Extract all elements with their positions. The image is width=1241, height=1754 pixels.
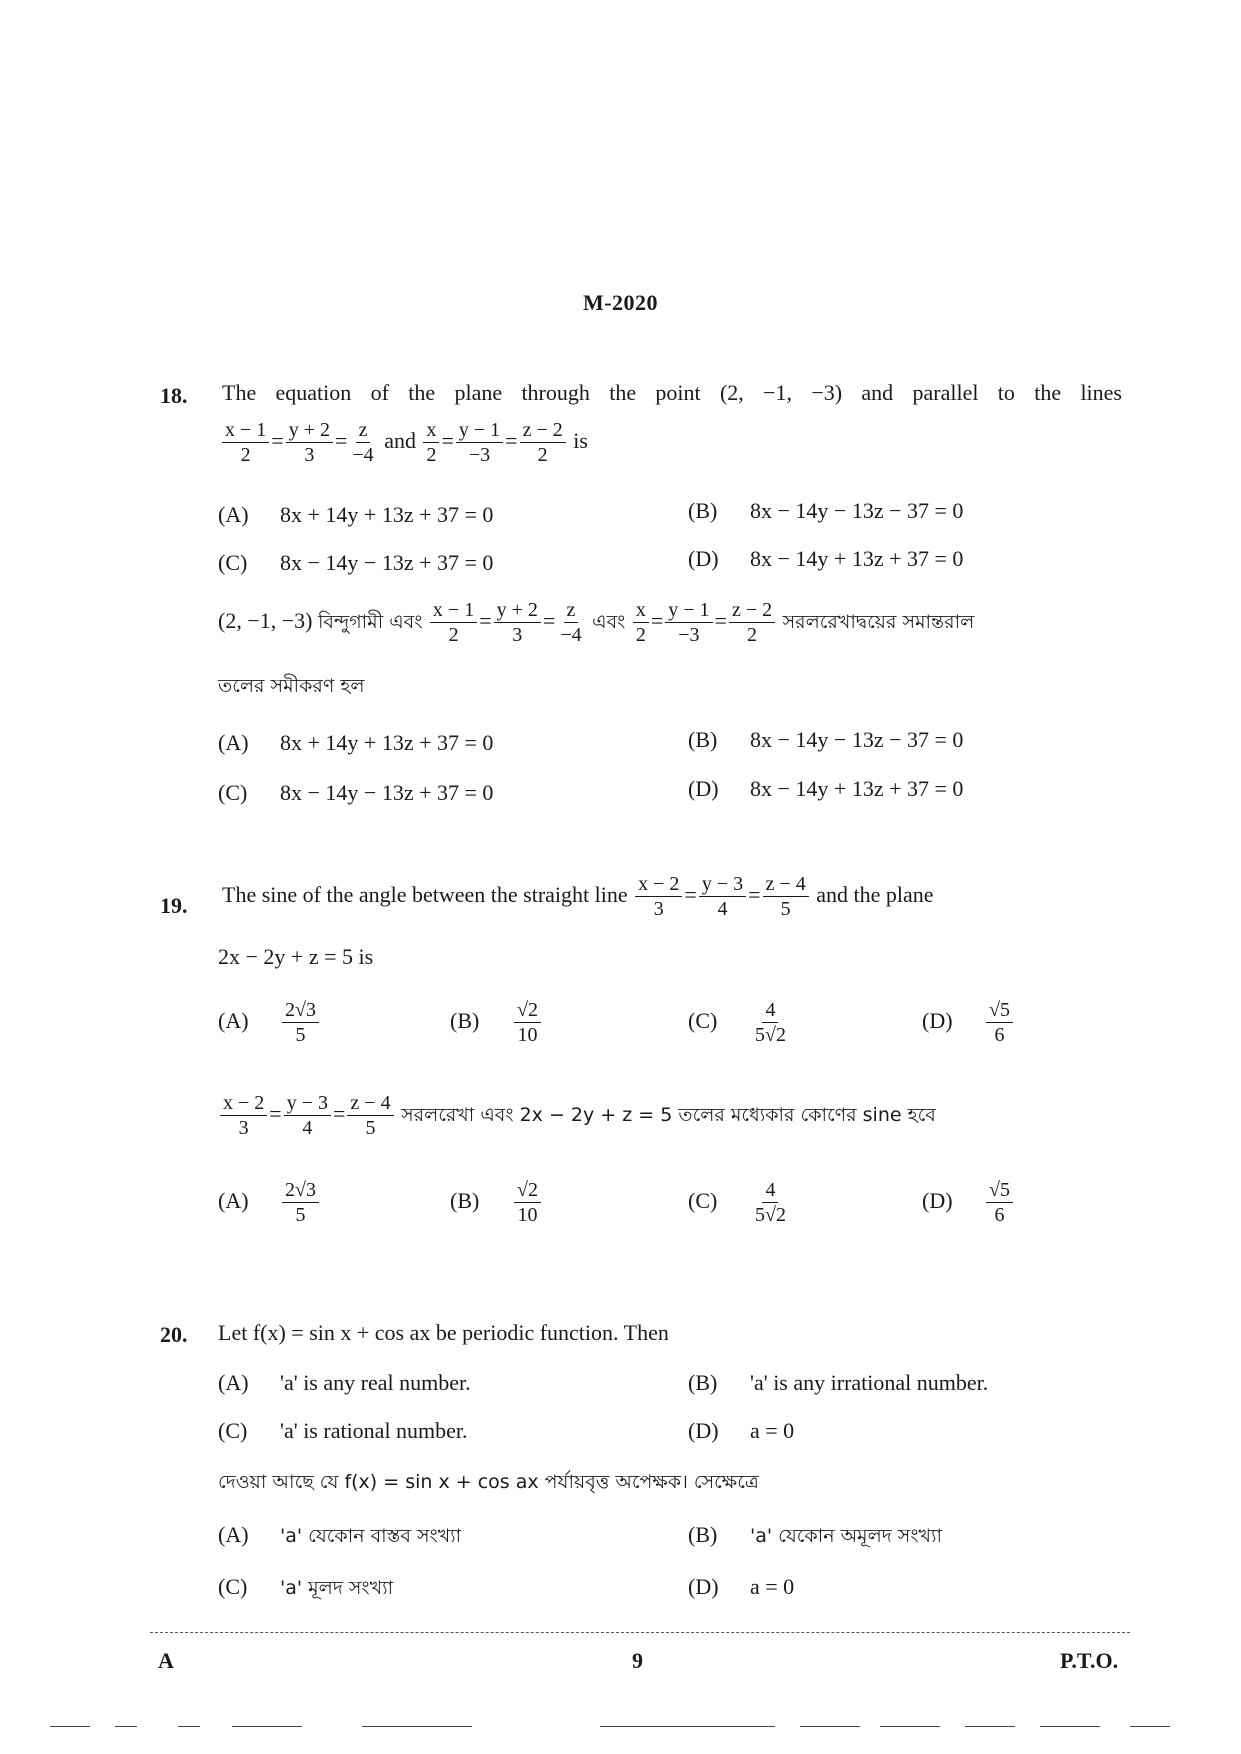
- fraction: $\frac{x}{2}$: [633, 600, 649, 646]
- scan-artifact-dash: [362, 1726, 472, 1727]
- question-18-lines: $\frac{x - 1}{2}$ = $\frac{y + 2}{3}$ = $\frac{z}{-4}$ and $\frac{x}{2}$ = $\frac{y - 1}{-3}$ = $\frac{z - 2}{2}$ is: [220, 420, 588, 466]
- fraction: $\frac{y + 2}{3}$: [494, 600, 541, 646]
- fraction: $\frac{x}{2}$: [423, 420, 439, 466]
- scan-artifact-dash: [1130, 1726, 1170, 1727]
- question-19-bengali: $\frac{x - 2}{3}$ = $\frac{y - 3}{4}$ = $\frac{z - 4}{5}$ সরলরেখা এবং 2x − 2y + z = 5 তলের মধ্যেকার কোণের sine হবে: [218, 1093, 936, 1139]
- q19-option-b: (B) $\frac{√2}{10}$: [450, 1000, 543, 1046]
- question-18-number: 18.: [160, 383, 188, 408]
- q18-bn-option-d: (D) 8x − 14y + 13z + 37 = 0: [688, 776, 964, 801]
- fraction: $\frac{4}{5√2}$: [755, 999, 786, 1046]
- q19-bn-option-d: (D) $\frac{√5}{6}$: [922, 1180, 1015, 1226]
- q18-option-d: (D) 8x − 14y + 13z + 37 = 0: [688, 546, 964, 571]
- q18-option-a: (A) 8x + 14y + 13z + 37 = 0: [218, 502, 494, 527]
- question-18-bengali-cont: তলের সমীকরণ হল: [218, 675, 365, 697]
- q20-option-c: (C) 'a' is rational number.: [218, 1418, 468, 1443]
- question-19-text-cont: 2x − 2y + z = 5 is: [218, 944, 374, 969]
- question-20-text: Let f(x) = sin x + cos ax be periodic function. Then: [218, 1320, 669, 1345]
- q20-bn-option-a: (A) 'a' যেকোন বাস্তব সংখ্যা: [218, 1522, 462, 1547]
- q19-bn-option-b: (B) $\frac{√2}{10}$: [450, 1180, 543, 1226]
- footer-set-code: A: [158, 1648, 174, 1673]
- fraction: $\frac{y - 3}{4}$: [284, 1093, 331, 1139]
- q20-bn-option-b: (B) 'a' যেকোন অমূলদ সংখ্যা: [688, 1522, 943, 1547]
- q18-option-c: (C) 8x − 14y − 13z + 37 = 0: [218, 550, 494, 575]
- fraction: $\frac{z - 4}{5}$: [763, 874, 809, 920]
- q19-option-d: (D) $\frac{√5}{6}$: [922, 1000, 1015, 1046]
- fraction: $\frac{4}{5√2}$: [755, 1179, 786, 1226]
- q20-option-a: (A) 'a' is any real number.: [218, 1370, 471, 1395]
- scan-artifact-dash: [50, 1726, 90, 1727]
- fraction: $\frac{y - 3}{4}$: [699, 874, 746, 920]
- scan-artifact-dash: [1040, 1726, 1100, 1727]
- q20-bn-option-d: (D) a = 0: [688, 1574, 795, 1599]
- q19-bn-option-a: (A) $\frac{2√3}{5}$: [218, 1180, 321, 1226]
- scan-artifact-dash: [600, 1726, 775, 1727]
- fraction: $\frac{z}{-4}$: [560, 599, 582, 646]
- fraction: $\frac{x - 2}{3}$: [220, 1093, 267, 1139]
- fraction: $\frac{2√3}{5}$: [282, 1000, 319, 1046]
- question-20-number: 20.: [160, 1322, 188, 1347]
- scan-artifact-dash: [178, 1726, 200, 1727]
- scan-artifact-dash: [232, 1726, 302, 1727]
- question-18-text: The equation of the plane through the point (2, −1, −3) and parallel to the lines: [222, 380, 1122, 405]
- scan-artifact-dash: [880, 1726, 940, 1727]
- q20-option-b: (B) 'a' is any irrational number.: [688, 1370, 989, 1395]
- q18-bn-option-c: (C) 8x − 14y − 13z + 37 = 0: [218, 780, 494, 805]
- fraction: $\frac{x - 1}{2}$: [222, 420, 269, 466]
- footer-divider: [150, 1632, 1130, 1633]
- q18-option-b: (B) 8x − 14y − 13z − 37 = 0: [688, 498, 964, 523]
- fraction: $\frac{y - 1}{-3}$: [665, 600, 712, 646]
- q19-bn-option-c: (C) $\frac{4}{5√2}$: [688, 1180, 791, 1226]
- page-header-code: M-2020: [582, 290, 659, 315]
- scan-artifact-dash: [800, 1726, 860, 1727]
- fraction: $\frac{√2}{10}$: [514, 1000, 541, 1046]
- fraction: $\frac{z}{-4}$: [352, 419, 374, 466]
- footer-page-number: 9: [632, 1648, 643, 1673]
- fraction: $\frac{√2}{10}$: [514, 1180, 541, 1226]
- q20-bn-option-c: (C) 'a' মূলদ সংখ্যা: [218, 1574, 394, 1599]
- q20-option-d: (D) a = 0: [688, 1418, 795, 1443]
- fraction: $\frac{y - 1}{-3}$: [456, 420, 503, 466]
- fraction: $\frac{z - 2}{2}$: [520, 420, 566, 466]
- fraction: $\frac{√5}{6}$: [986, 1180, 1013, 1226]
- q19-option-a: (A) $\frac{2√3}{5}$: [218, 1000, 321, 1046]
- question-19-text: The sine of the angle between the straight line $\frac{x - 2}{3}$ = $\frac{y - 3}{4}$ = $\frac{z - 4}{5}$ and the plane: [222, 873, 934, 920]
- scan-artifact-dash: [965, 1726, 1015, 1727]
- fraction: $\frac{z - 4}{5}$: [347, 1093, 393, 1139]
- question-20-bengali: দেওয়া আছে যে f(x) = sin x + cos ax পর্যায়বৃত্ত অপেক্ষক। সেক্ষেত্রে: [218, 1471, 759, 1493]
- fraction: $\frac{√5}{6}$: [986, 1000, 1013, 1046]
- scan-artifact-dash: [115, 1726, 137, 1727]
- fraction: $\frac{y + 2}{3}$: [286, 420, 333, 466]
- question-18-bengali: (2, −1, −3) বিন্দুগামী এবং $\frac{x - 1}{2}$ = $\frac{y + 2}{3}$ = $\frac{z}{-4}$ এবং $\frac{x}{2}$ = $\frac{y - 1}{-3}$ = $\frac{z - 2}{2}$ সরলরেখাদ্বয়ের সমান্তরাল: [218, 599, 975, 646]
- q19-option-c: (C) $\frac{4}{5√2}$: [688, 1000, 791, 1046]
- q18-bn-option-b: (B) 8x − 14y − 13z − 37 = 0: [688, 727, 964, 752]
- q18-bn-option-a: (A) 8x + 14y + 13z + 37 = 0: [218, 730, 494, 755]
- question-19-number: 19.: [160, 893, 188, 918]
- fraction: $\frac{x - 2}{3}$: [635, 874, 682, 920]
- fraction: $\frac{x - 1}{2}$: [430, 600, 477, 646]
- fraction: $\frac{z - 2}{2}$: [729, 600, 775, 646]
- fraction: $\frac{2√3}{5}$: [282, 1180, 319, 1226]
- footer-pto: P.T.O.: [1060, 1648, 1119, 1673]
